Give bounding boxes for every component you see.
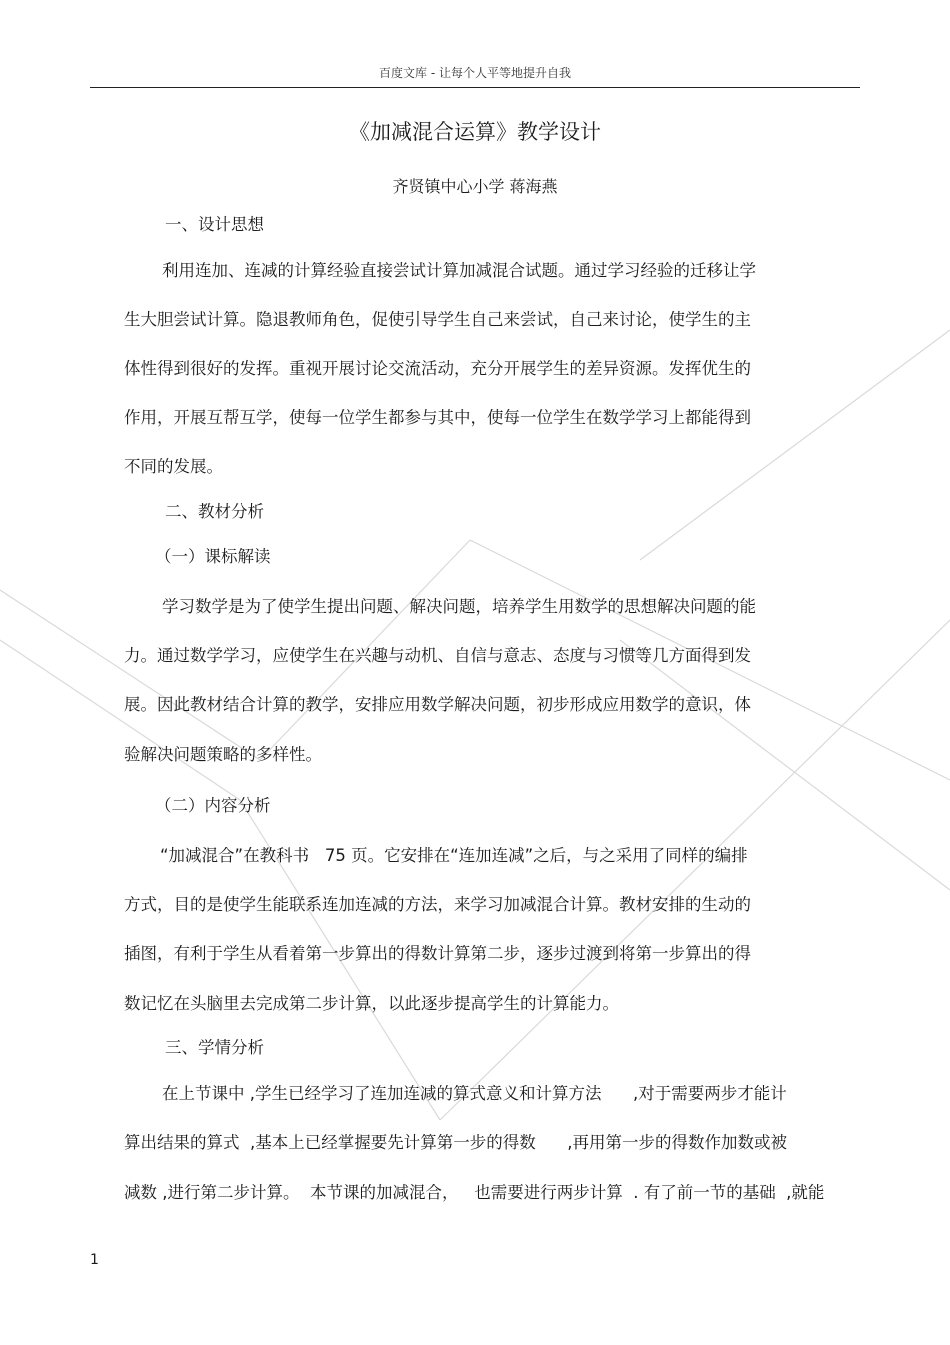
paragraph-line: 生大胆尝试计算。隐退教师角色，促使引导学生自己来尝试，自己来讨论，使学生的主: [124, 310, 751, 329]
section-heading: 一、设计思想: [165, 215, 264, 234]
author-line: 齐贤镇中心小学 蒋海燕: [392, 177, 558, 196]
subsection-heading: （二）内容分析: [155, 796, 271, 815]
paragraph-line: 利用连加、连减的计算经验直接尝试计算加减混合试题。通过学习经验的迁移让学: [162, 261, 756, 280]
subsection-heading: （一）课标解读: [155, 547, 271, 566]
paragraph-line: 验解决问题策略的多样性。: [124, 745, 322, 764]
paragraph-line: 不同的发展。: [124, 457, 223, 476]
paragraph-line: 体性得到很好的发挥。重视开展讨论交流活动，充分开展学生的差异资源。发挥优生的: [124, 359, 751, 378]
section-heading: 二、教材分析: [165, 502, 264, 521]
document-title: 《加减混合运算》教学设计: [349, 120, 601, 144]
section-heading: 三、学情分析: [165, 1038, 264, 1057]
paragraph-line: 方式，目的是使学生能联系连加连减的方法，来学习加减混合计算。教材安排的生动的: [124, 895, 751, 914]
paragraph-line: 减数 ,进行第二步计算。 本节课的加减混合， 也需要进行两步计算 . 有了前一节的基础 ,就能: [124, 1183, 825, 1202]
paragraph-line: 作用，开展互帮互学，使每一位学生都参与其中，使每一位学生在数学学习上都能得到: [124, 408, 751, 427]
paragraph-line: 在上节课中 ,学生已经学习了连加连减的算式意义和计算方法 ,对于需要两步才能计: [162, 1084, 787, 1103]
paragraph-line: 数记忆在头脑里去完成第二步计算，以此逐步提高学生的计算能力。: [124, 994, 619, 1013]
paragraph-line: 插图，有利于学生从看着第一步算出的得数计算第二步，逐步过渡到将第一步算出的得: [124, 944, 751, 963]
paragraph-line: “加减混合”在教科书 75 页。它安排在“连加连减”之后，与之采用了同样的编排: [160, 846, 748, 865]
paragraph-line: 力。通过数学学习，应使学生在兴趣与动机、自信与意志、态度与习惯等几方面得到发: [124, 646, 751, 665]
paragraph-line: 算出结果的算式 ,基本上已经掌握要先计算第一步的得数 ,再用第一步的得数作加数或被: [124, 1133, 787, 1152]
page-header: 百度文库 - 让每个人平等地提升自我: [90, 64, 860, 88]
page-number: 1: [90, 1252, 99, 1268]
paragraph-line: 学习数学是为了使学生提出问题、解决问题，培养学生用数学的思想解决问题的能: [162, 597, 756, 616]
paragraph-line: 展。因此教材结合计算的教学，安排应用数学解决问题，初步形成应用数学的意识，体: [124, 695, 751, 714]
